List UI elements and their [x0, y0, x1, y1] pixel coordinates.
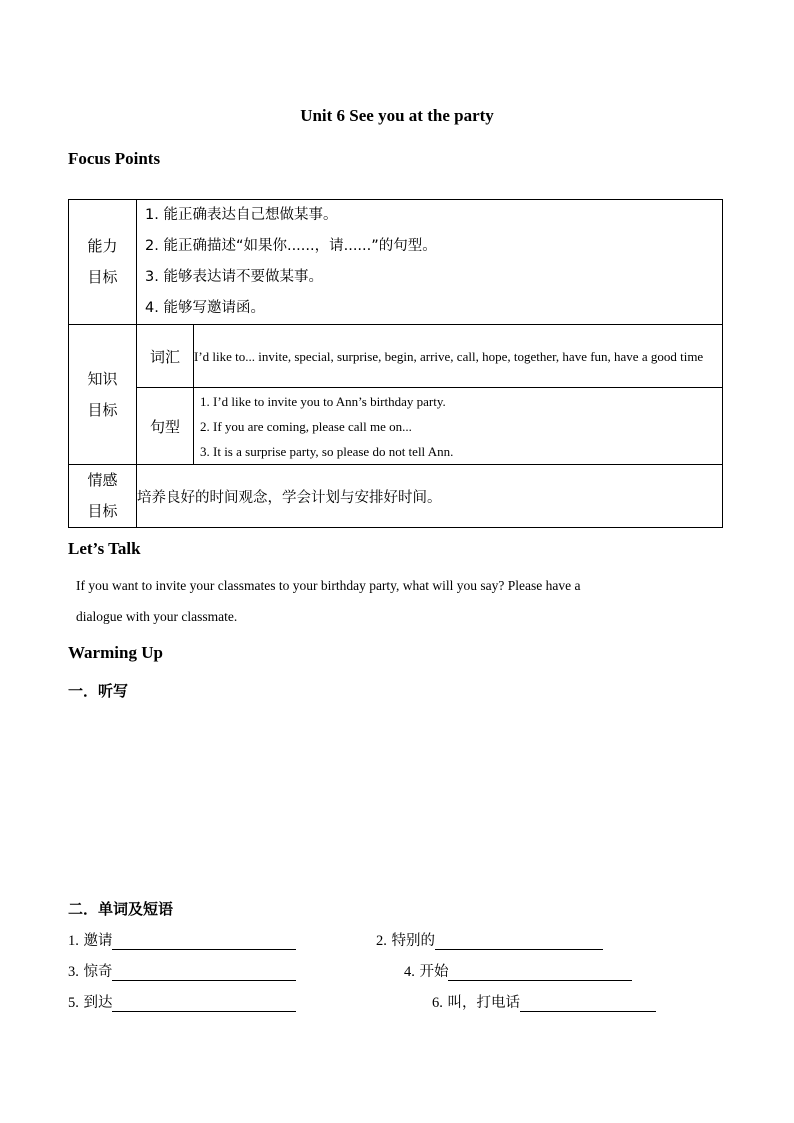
vocab-text: I’d like to... invite, special, surprise, begin, arrive, call, hope, together, have fun, have a good time	[194, 325, 723, 388]
ability-item: 2. 能正确描述“如果你......，请......”的句型。	[145, 238, 437, 254]
lets-talk-text: If you want to invite your classmates to your birthday party, what will you say? Please have a dialogue with your classmate.	[76, 578, 581, 624]
emotion-goal-label: 情感 目标	[69, 465, 137, 528]
lets-talk-heading: Let’s Talk	[68, 539, 141, 558]
ability-goal-label: 能力 目标	[69, 200, 137, 325]
ability-item: 4. 能够写邀请函。	[145, 300, 265, 316]
knowledge-goal-label: 知识 目标	[69, 325, 137, 465]
focus-points-table	[68, 199, 723, 528]
ability-item: 3. 能够表达请不要做某事。	[145, 269, 323, 285]
sentence-label: 句型	[137, 388, 194, 465]
answer-blank[interactable]	[112, 995, 296, 1012]
fill-item-1: 1. 邀请	[68, 929, 296, 950]
focus-points-heading: Focus Points	[68, 149, 161, 168]
answer-blank[interactable]	[112, 933, 296, 950]
answer-blank[interactable]	[520, 995, 656, 1012]
sentence-item: 3. It is a surprise party, so please do not tell Ann.	[200, 443, 454, 459]
ability-item: 1. 能正确表达自己想做某事。	[145, 207, 338, 223]
answer-blank[interactable]	[112, 964, 296, 981]
fill-item-2: 2. 特别的	[376, 929, 603, 950]
ability-goal-list	[137, 200, 723, 325]
fill-item-6: 6. 叫，打电话	[432, 991, 656, 1012]
fill-item-3: 3. 惊奇	[68, 960, 296, 981]
vocab-label: 词汇	[137, 325, 194, 388]
emotion-goal-text: 培养良好的时间观念，学会计划与安排好时间。	[137, 465, 723, 528]
sentence-list	[194, 388, 723, 465]
dictation-heading: 一．听写	[68, 682, 129, 700]
page-title: Unit 6 See you at the party	[300, 106, 494, 125]
answer-blank[interactable]	[448, 964, 632, 981]
words-phrases-heading: 二．单词及短语	[68, 900, 174, 918]
sentence-item: 1. I’d like to invite you to Ann’s birthday party.	[200, 393, 446, 409]
sentence-item: 2. If you are coming, please call me on...	[200, 418, 412, 434]
warming-up-heading: Warming Up	[68, 643, 163, 662]
fill-item-5: 5. 到达	[68, 991, 296, 1012]
fill-item-4: 4. 开始	[404, 960, 632, 981]
answer-blank[interactable]	[435, 933, 603, 950]
